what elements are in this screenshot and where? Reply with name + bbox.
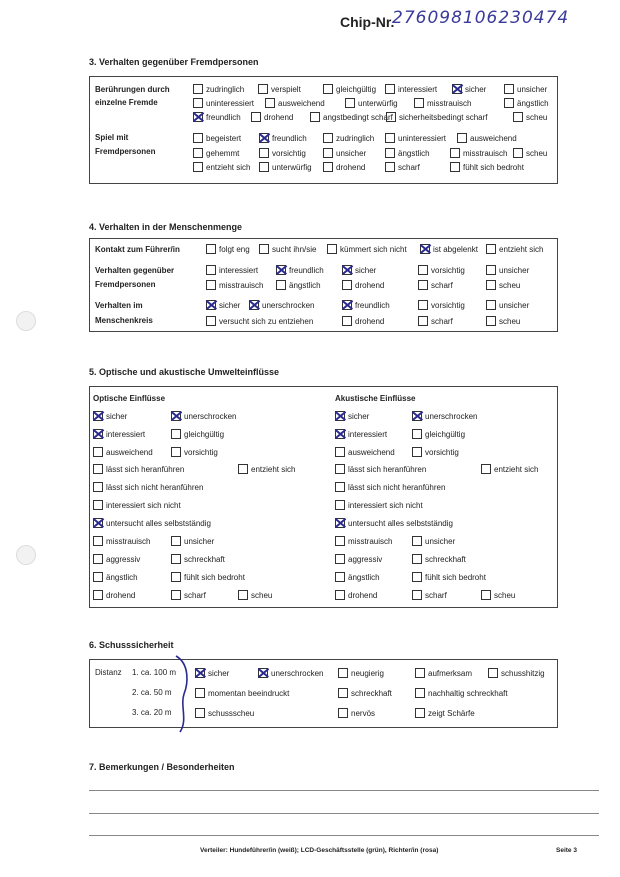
section-3-title: 3. Verhalten gegenüber Fremdpersonen [89,57,259,67]
checkbox-item[interactable]: scharf [385,162,420,173]
checkbox-item[interactable]: unsicher [171,536,214,547]
checkbox-item[interactable]: ängstlich [504,98,549,109]
checkbox-item[interactable]: entzieht sich [481,464,538,475]
checkbox-item[interactable]: scharf [418,316,453,327]
remarks-line[interactable] [89,790,599,791]
checkbox-item[interactable]: schussscheu [195,708,254,719]
checkbox-item[interactable]: vorsichtig [171,447,218,458]
remarks-line[interactable] [89,813,599,814]
checkbox-item[interactable]: ist abgelenkt [420,244,478,255]
checkbox-item[interactable]: scheu [513,112,547,123]
checkbox-item[interactable]: aggressiv [335,554,382,565]
remarks-line[interactable] [89,835,599,836]
section-4-title: 4. Verhalten in der Menschenmenge [89,222,243,232]
checkbox-item[interactable]: ängstlich [385,148,430,159]
checkbox-item[interactable]: drohend [342,280,384,291]
checkbox-item[interactable]: misstrauisch [206,280,263,291]
checkbox-item[interactable]: nachhaltig schreckhaft [415,688,508,699]
checkbox-item[interactable]: vorsichtig [259,148,306,159]
checkbox-item[interactable]: ausweichend [335,447,395,458]
distance-2: 2. ca. 50 m [132,688,172,697]
checkbox-item[interactable]: unterwürfig [259,162,312,173]
checkbox-item[interactable]: unsicher [323,148,366,159]
punch-hole-bottom [16,545,36,565]
section-5-box [89,386,558,608]
label: Berührungen durch [95,85,170,94]
checkbox-item[interactable]: fühlt sich bedroht [412,572,486,583]
checkbox-item[interactable]: ängstlich [335,572,380,583]
checkbox-item[interactable]: scharf [412,590,447,601]
checkbox-item[interactable]: scharf [171,590,206,601]
checkbox-item[interactable]: interessiert sich nicht [335,500,423,511]
chip-label: Chip-Nr. [340,14,395,30]
checkbox-item[interactable]: lässt sich nicht heranführen [93,482,203,493]
checkbox-item[interactable]: unsicher [412,536,455,547]
checkbox-item[interactable]: gehemmt [193,148,239,159]
chip-number-handwritten: 276098106230474 [392,8,570,28]
checkbox-item[interactable]: schreckhaft [412,554,466,565]
checkbox-item[interactable]: lässt sich nicht heranführen [335,482,445,493]
checkbox-item[interactable]: freundlich [259,133,307,144]
checkbox-item[interactable]: unterwürfig [345,98,398,109]
checkbox-item[interactable]: fühlt sich bedroht [171,572,245,583]
checkbox-item[interactable]: schreckhaft [171,554,225,565]
checkbox-item[interactable]: freundlich [193,112,241,123]
checkbox-item[interactable]: ausweichend [93,447,153,458]
checkbox-item[interactable]: begeistert [193,133,241,144]
checkbox-item[interactable]: unsicher [486,265,529,276]
checkbox-item[interactable]: zudringlich [193,84,244,95]
checkbox-item[interactable]: sicher [206,300,240,311]
checkbox-item[interactable]: lässt sich heranführen [335,464,426,475]
acoustic-heading: Akustische Einflüsse [335,394,416,403]
checkbox-item[interactable]: freundlich [276,265,324,276]
checkbox-item[interactable]: sicher [452,84,486,95]
section-6-title: 6. Schusssicherheit [89,640,174,650]
checkbox-item[interactable]: interessiert [385,84,437,95]
checkbox-item[interactable]: scheu [238,590,272,601]
checkbox-item[interactable]: ängstlich [93,572,138,583]
checkbox-item[interactable]: misstrauisch [450,148,507,159]
label: Verhalten im [95,301,143,310]
checkbox-item[interactable]: entzieht sich [238,464,295,475]
checkbox-item[interactable]: misstrauisch [414,98,471,109]
checkbox-item[interactable]: untersucht alles selbstständig [93,518,211,529]
checkbox-item[interactable]: sucht ihn/sie [259,244,316,255]
section-7-title: 7. Bemerkungen / Besonderheiten [89,762,235,772]
label: Kontakt zum Führer/in [95,245,180,254]
checkbox-item[interactable]: entzieht sich [486,244,543,255]
page-number: Seite 3 [556,847,577,854]
label: Fremdpersonen [95,280,156,289]
section-5-title: 5. Optische und akustische Umwelteinflüsse [89,367,280,377]
label: einzelne Fremde [95,98,158,107]
checkbox-item[interactable]: fühlt sich bedroht [450,162,524,173]
checkbox-item[interactable]: versucht sich zu entziehen [206,316,313,327]
checkbox-item[interactable]: zudringlich [323,133,374,144]
label: Menschenkreis [95,316,153,325]
checkbox-item[interactable]: unsicher [486,300,529,311]
checkbox-item[interactable]: drohend [342,316,384,327]
distance-3: 3. ca. 20 m [132,708,172,717]
checkbox-item[interactable]: schreckhaft [338,688,392,699]
checkbox-item[interactable]: scheu [486,280,520,291]
checkbox-item[interactable]: untersucht alles selbstständig [335,518,453,529]
checkbox-item[interactable]: aufmerksam [415,668,472,679]
checkbox-item[interactable]: uninteressiert [193,98,254,109]
label: Fremdpersonen [95,147,156,156]
checkbox-item[interactable]: freundlich [342,300,390,311]
checkbox-item[interactable]: angstbedingt scharf [310,112,393,123]
checkbox-item[interactable]: vorsichtig [418,265,465,276]
checkbox-item[interactable]: scharf [418,280,453,291]
checkbox-item[interactable]: sicher [335,411,369,422]
checkbox-item[interactable]: misstrauisch [93,536,150,547]
checkbox-item[interactable]: zeigt Schärfe [415,708,475,719]
checkbox-item[interactable]: unerschrocken [171,411,236,422]
checkbox-item[interactable]: entzieht sich [193,162,250,173]
distance-label: Distanz [95,668,122,677]
checkbox-item[interactable]: folgt eng [206,244,250,255]
checkbox-item[interactable]: interessiert [206,265,258,276]
checkbox-item[interactable]: sicher [342,265,376,276]
handwritten-brace [168,654,198,734]
checkbox-item[interactable]: unerschrocken [258,668,323,679]
checkbox-item[interactable]: lässt sich heranführen [93,464,184,475]
checkbox-item[interactable]: drohend [323,162,365,173]
checkbox-item[interactable]: drohend [335,590,377,601]
checkbox-item[interactable]: aggressiv [93,554,140,565]
checkbox-item[interactable]: gleichgültig [323,84,376,95]
optical-heading: Optische Einflüsse [93,394,166,403]
footer-distribution: Verteiler: Hundeführer/in (weiß); LCD-Geschäftsstelle (grün), Richter/in (rosa) [200,847,439,854]
checkbox-item[interactable]: scheu [486,316,520,327]
checkbox-item[interactable]: uninteressiert [385,133,446,144]
checkbox-item[interactable]: interessiert sich nicht [93,500,181,511]
distance-1: 1. ca. 100 m [132,668,177,677]
checkbox-item[interactable]: unsicher [504,84,547,95]
checkbox-item[interactable]: drohend [251,112,293,123]
checkbox-item[interactable]: sicherheitsbedingt scharf [386,112,488,123]
label: Spiel mit [95,133,129,142]
checkbox-item[interactable]: scheu [481,590,515,601]
chip-number [340,8,570,30]
checkbox-item[interactable]: ausweichend [265,98,325,109]
checkbox-item[interactable]: misstrauisch [335,536,392,547]
checkbox-item[interactable]: momentan beeindruckt [195,688,289,699]
checkbox-item[interactable]: vorsichtig [418,300,465,311]
checkbox-item[interactable]: ängstlich [276,280,321,291]
checkbox-item[interactable]: neugierig [338,668,384,679]
checkbox-item[interactable]: ausweichend [457,133,517,144]
punch-hole-top [16,311,36,331]
label: Verhalten gegenüber [95,266,175,275]
checkbox-item[interactable]: unerschrocken [412,411,477,422]
checkbox-item[interactable]: gleichgültig [171,429,224,440]
checkbox-item[interactable]: interessiert [93,429,145,440]
checkbox-item[interactable]: gleichgültig [412,429,465,440]
checkbox-item[interactable]: drohend [93,590,135,601]
checkbox-item[interactable]: scheu [513,148,547,159]
checkbox-item[interactable]: unerschrocken [249,300,314,311]
checkbox-item[interactable]: verspielt [258,84,301,95]
checkbox-item[interactable]: interessiert [335,429,387,440]
checkbox-item[interactable]: schusshitzig [488,668,545,679]
checkbox-item[interactable]: sicher [195,668,229,679]
checkbox-item[interactable]: vorsichtig [412,447,459,458]
checkbox-item[interactable]: sicher [93,411,127,422]
checkbox-item[interactable]: kümmert sich nicht [327,244,407,255]
checkbox-item[interactable]: nervös [338,708,375,719]
